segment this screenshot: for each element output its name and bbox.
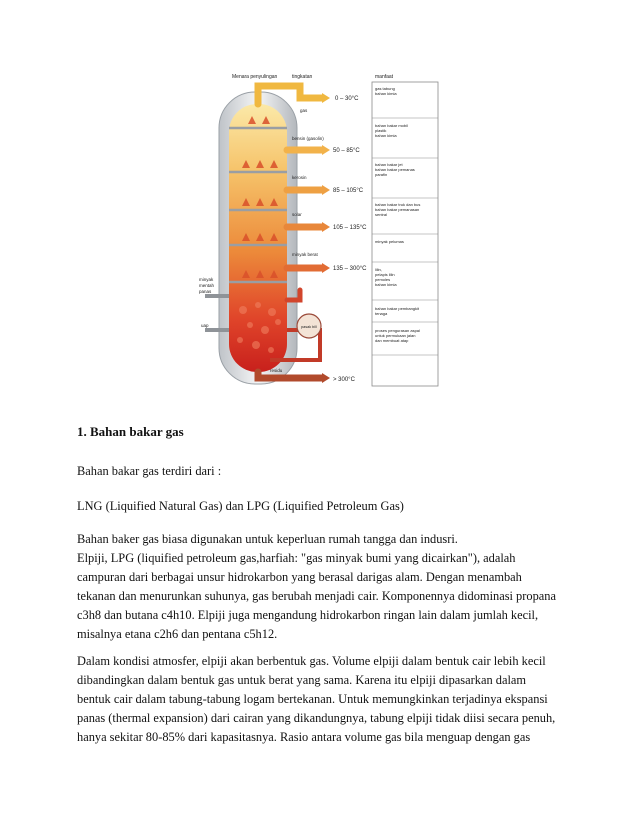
use-3a: bahan bakar jet — [375, 162, 403, 167]
temp-3: 85 – 105°C — [333, 188, 364, 194]
temp-6: > 300°C — [333, 377, 355, 383]
temp-1: 0 – 30°C — [335, 96, 359, 102]
label-kerosin: kerosin — [292, 175, 307, 180]
label-minyak-berat: minyak berat — [292, 252, 318, 257]
header-level: tingkatan — [292, 74, 313, 80]
label-pasak-bill: pasak bill — [301, 325, 317, 329]
label-gas: gas — [300, 108, 308, 113]
paragraph-2 — [77, 497, 577, 516]
paragraph-line: hanya sekitar 80-85% dari kapasitasnya. Rasio antara volume gas bila menguap dengan gas — [77, 730, 531, 744]
temp-2: 50 – 85°C — [333, 148, 360, 154]
paragraph-1 — [77, 462, 577, 481]
use-2b: plastik — [375, 128, 387, 133]
temp-5: 135 – 300°C — [333, 266, 367, 272]
use-4c: sentral — [375, 212, 388, 217]
header-use: manfaat — [375, 74, 394, 80]
use-1a: gas tabung — [375, 86, 395, 91]
label-bensin: bensin (gasolin) — [292, 136, 324, 141]
paragraph-4 — [77, 652, 587, 747]
use-6a: lilin, — [375, 267, 382, 272]
paragraph-line: campuran dari berbagai unsur hidrokarbon yang berasal darigas alam. Dengan menambah — [77, 570, 522, 584]
use-8b: untuk permukaan jalan — [375, 333, 416, 338]
header-tower: Menara penyulingan — [232, 74, 278, 80]
label-residu: residu — [270, 368, 283, 373]
temp-4: 105 – 135°C — [333, 225, 367, 231]
use-3c: parafin — [375, 172, 388, 177]
use-3b: bahan bakar pemanas — [375, 167, 415, 172]
use-4b: bahan bakar pemanasan — [375, 207, 420, 212]
paragraph-line: panas (thermal expansion) dari cairan yang dikandungnya, tabung elpiji tidak diisi secara penuh, — [77, 711, 556, 725]
label-uap: uap — [201, 323, 209, 328]
paragraph-line: dibandingkan dalam bentuk gas untuk berat yang sama. Karena itu elpiji dipasarkan dalam — [77, 673, 527, 687]
paragraph-line: Elpiji, LPG (liquified petroleum gas,harfiah: "gas minyak bumi yang dicairkan"), adalah — [77, 551, 516, 565]
paragraph-line: tekanan dan menurunkan suhunya, gas berubah menjadi cair. Komponennya didominasi propana — [77, 589, 556, 603]
distillation-tower-figure — [0, 0, 638, 400]
use-7a: bahan bakar pembangkit — [375, 306, 420, 311]
label-solar: solar — [292, 212, 302, 217]
use-5a: minyak pelumas — [375, 239, 404, 244]
use-7b: tenaga — [375, 311, 388, 316]
paragraph-line: c3h8 dan butana c4h10. Elpiji juga mengandung hidrokarbon ringan lain dalam jumlah kecil, — [77, 608, 539, 622]
use-2a: bahan bakar mobil — [375, 123, 408, 128]
use-2c: bahan kimia — [375, 133, 397, 138]
paragraph-line: misalnya etana c2h6 dan pentana c5h12. — [77, 627, 278, 641]
use-6c: pemoles — [375, 277, 391, 282]
uses-table — [372, 82, 438, 386]
use-6d: bahan kimia — [375, 282, 397, 287]
label-mentah: mentah — [199, 283, 215, 288]
use-8a: proses pengurasan aspal — [375, 328, 420, 333]
label-panas: panas — [199, 289, 212, 294]
paragraph-text: LNG (Liquified Natural Gas) dan LPG (Liquified Petroleum Gas) — [77, 499, 404, 513]
paragraph-3 — [77, 530, 587, 644]
label-minyak: minyak — [199, 277, 214, 282]
use-6b: pelapis lilin — [375, 272, 395, 277]
paragraph-line: bentuk cair dalam tabung-tabung logam bertekanan. Untuk memungkinkan terjadinya ekspansi — [77, 692, 548, 706]
section-heading: 1. Bahan bakar gas — [77, 424, 184, 439]
use-8c: dan membuat atap — [375, 338, 409, 343]
paragraph-line: Dalam kondisi atmosfer, elpiji akan berbentuk gas. Volume elpiji dalam bentuk cair lebih kecil — [77, 654, 546, 668]
paragraph-text: Bahan bakar gas terdiri dari : — [77, 464, 222, 478]
use-4a: bahan bakar truk dan bus — [375, 202, 421, 207]
use-1b: bahan kimia — [375, 91, 397, 96]
paragraph-line: Bahan baker gas biasa digunakan untuk keperluan rumah tangga dan indusri. — [77, 532, 458, 546]
